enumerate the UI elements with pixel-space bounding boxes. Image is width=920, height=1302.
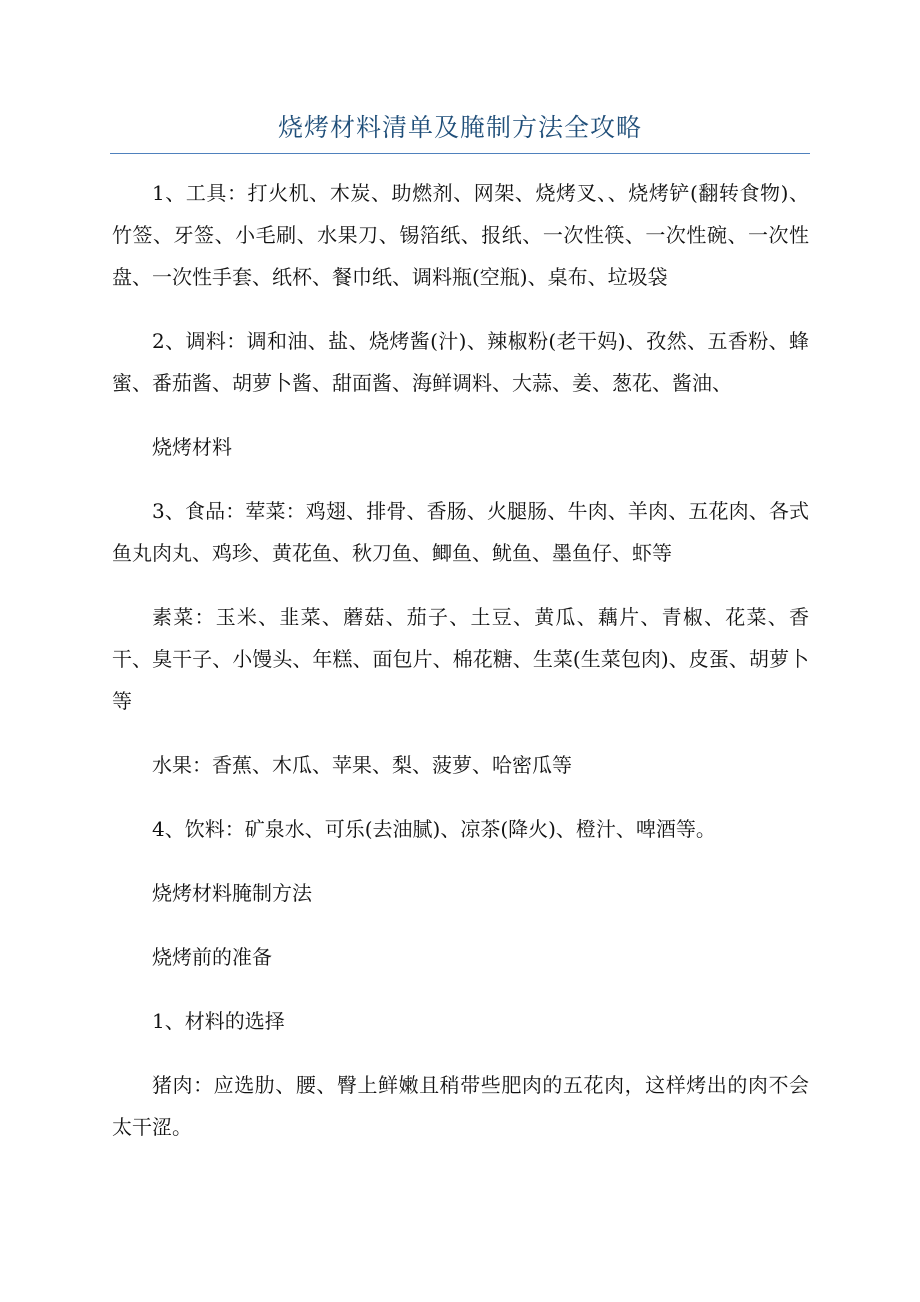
- document-body: [112, 172, 809, 1148]
- document-title: 烧烤材料清单及腌制方法全攻略: [277, 113, 642, 142]
- paragraph-marinade-heading: 烧烤材料腌制方法: [152, 881, 312, 905]
- paragraph-seasonings: 2、调料：调和油、盐、烧烤酱(汁)、辣椒粉(老干妈)、孜然、五香粉、蜂蜜、番茄酱、胡萝卜酱、甜面酱、海鲜调料、大蒜、姜、葱花、酱油、: [112, 329, 809, 395]
- paragraph-fruits: 水果：香蕉、木瓜、苹果、梨、菠萝、哈密瓜等: [152, 753, 572, 777]
- paragraph-material-selection: 1、材料的选择: [152, 1009, 285, 1033]
- paragraph-bbq-materials-heading: 烧烤材料: [152, 435, 232, 459]
- paragraph-vegetables: 素菜：玉米、韭菜、蘑菇、茄子、土豆、黄瓜、藕片、青椒、花菜、香干、臭干子、小馒头、年糕、面包片、棉花糖、生菜(生菜包肉)、皮蛋、胡萝卜等: [112, 605, 809, 713]
- paragraph-pork: 猪肉：应选肋、腰、臀上鲜嫩且稍带些肥肉的五花肉，这样烤出的肉不会太干涩。: [112, 1073, 809, 1139]
- paragraph-preparation-heading: 烧烤前的准备: [152, 945, 272, 969]
- paragraph-drinks: 4、饮料：矿泉水、可乐(去油腻)、凉茶(降火)、橙汁、啤酒等。: [152, 817, 716, 841]
- paragraph-tools: 1、工具：打火机、木炭、助燃剂、网架、烧烤叉、、烧烤铲(翻转食物)、竹签、牙签、小毛刷、水果刀、锡箔纸、报纸、一次性筷、一次性碗、一次性盘、一次性手套、纸杯、餐巾纸、调料瓶(空瓶)、桌布、垃圾袋: [112, 181, 809, 289]
- title-underline: [110, 153, 810, 154]
- paragraph-food: 3、食品：荤菜：鸡翅、排骨、香肠、火腿肠、牛肉、羊肉、五花肉、各式鱼丸肉丸、鸡珍、黄花鱼、秋刀鱼、鲫鱼、鱿鱼、墨鱼仔、虾等: [112, 499, 809, 565]
